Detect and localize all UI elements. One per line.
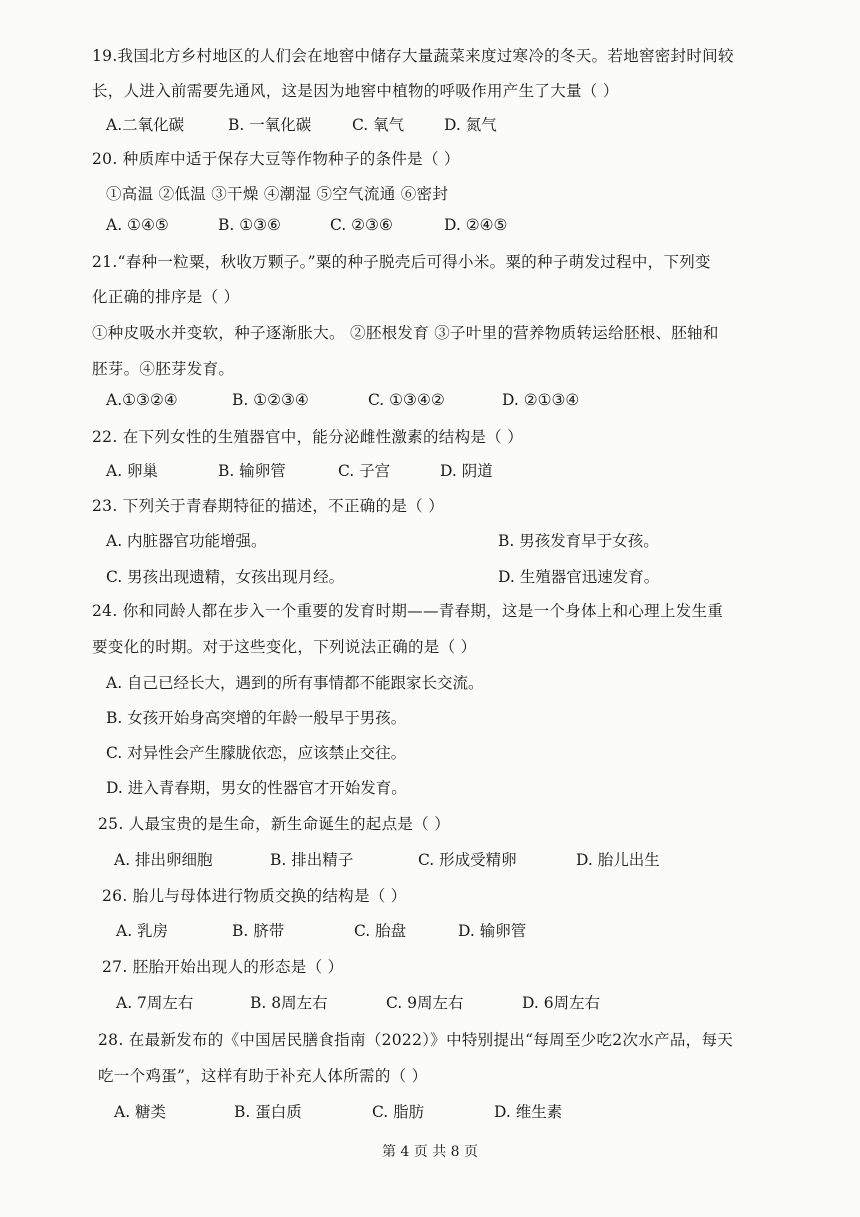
- question-20-option-a: A. ①④⑤: [106, 216, 169, 234]
- question-21-option-a: A.①③②④: [106, 391, 178, 409]
- question-21-stem-line-2: 化正确的排序是（ ）: [92, 288, 240, 306]
- question-26-option-a: A. 乳房: [116, 922, 169, 940]
- question-22-option-c: C. 子宫: [338, 462, 391, 480]
- question-23-option-c: C. 男孩出现遗精，女孩出现月经。: [106, 568, 345, 586]
- question-19-option-c: C. 氧气: [352, 116, 405, 134]
- question-21-option-d: D. ②①③④: [502, 391, 580, 409]
- question-24-stem-line-2: 要变化的时期。对于这些变化，下列说法正确的是（ ）: [92, 638, 477, 656]
- question-28-stem-line-2: 吃一个鸡蛋”，这样有助于补充人体所需的（ ）: [98, 1067, 428, 1085]
- question-22-option-a: A. 卵巢: [106, 462, 159, 480]
- question-24-option-c: C. 对异性会产生朦胧依恋，应该禁止交往。: [106, 744, 407, 762]
- question-20-stem-line-1: 20. 种质库中适于保存大豆等作物种子的条件是（ ）: [92, 150, 460, 168]
- question-27-option-b: B. 8周左右: [250, 994, 328, 1012]
- question-24-option-d: D. 进入青春期，男女的性器官才开始发育。: [106, 779, 407, 797]
- question-22-stem: 22. 在下列女性的生殖器官中，能分泌雌性激素的结构是（ ）: [92, 428, 524, 446]
- question-21-stem-line-1: 21.“春种一粒粟，秋收万颗子。”粟的种子脱壳后可得小米。粟的种子萌发过程中，下列变: [92, 253, 711, 271]
- question-28-option-b: B. 蛋白质: [234, 1103, 302, 1121]
- question-22-option-b: B. 输卵管: [218, 462, 286, 480]
- question-20-option-d: D. ②④⑤: [444, 216, 508, 234]
- question-19-option-a: A.二氧化碳: [106, 116, 185, 134]
- question-19-stem-line-2: 长，人进入前需要先通风，这是因为地窖中植物的呼吸作用产生了大量（ ）: [92, 82, 619, 100]
- question-23-option-b: B. 男孩发育早于女孩。: [498, 532, 659, 550]
- question-27-option-c: C. 9周左右: [386, 994, 464, 1012]
- question-21-option-b: B. ①②③④: [232, 391, 309, 409]
- question-23-stem: 23. 下列关于青春期特征的描述，不正确的是（ ）: [92, 497, 445, 515]
- question-25-option-b: B. 排出精子: [270, 851, 354, 869]
- question-26-option-b: B. 脐带: [232, 922, 285, 940]
- question-25-stem: 25. 人最宝贵的是生命，新生命诞生的起点是（ ）: [98, 815, 451, 833]
- question-27-option-d: D. 6周左右: [522, 994, 601, 1012]
- question-19-stem-line-1: 19.我国北方乡村地区的人们会在地窖中储存大量蔬菜来度过寒冷的冬天。若地窖密封时间较: [92, 47, 734, 65]
- question-19-option-b: B. 一氧化碳: [228, 116, 312, 134]
- question-22-option-d: D. 阴道: [440, 462, 493, 480]
- question-28-option-d: D. 维生素: [494, 1103, 563, 1121]
- question-26-option-d: D. 输卵管: [458, 922, 527, 940]
- question-20-option-c: C. ②③⑥: [330, 216, 393, 234]
- question-21-stem-line-3: ①种皮吸水并变软，种子逐渐胀大。 ②胚根发育 ③子叶里的营养物质转运给胚根、胚轴和: [92, 324, 719, 342]
- question-26-stem: 26. 胎儿与母体进行物质交换的结构是（ ）: [102, 887, 407, 905]
- question-27-option-a: A. 7周左右: [116, 994, 194, 1012]
- question-24-option-a: A. 自己已经长大，遇到的所有事情都不能跟家长交流。: [106, 674, 484, 692]
- question-19-option-d: D. 氮气: [444, 116, 497, 134]
- question-28-option-a: A. 糖类: [114, 1103, 167, 1121]
- page-footer: 第 4 页 共 8 页: [381, 1144, 479, 1160]
- question-20-option-b: B. ①③⑥: [218, 216, 281, 234]
- question-25-option-d: D. 胎儿出生: [576, 851, 660, 869]
- question-27-stem: 27. 胚胎开始出现人的形态是（ ）: [102, 958, 344, 976]
- question-23-option-d: D. 生殖器官迅速发育。: [498, 568, 660, 586]
- question-28-stem-line-1: 28. 在最新发布的《中国居民膳食指南（2022）》中特别提出“每周至少吃2次水产品，每天: [98, 1031, 734, 1049]
- question-24-option-b: B. 女孩开始身高突增的年龄一般早于男孩。: [106, 709, 407, 727]
- question-23-option-a: A. 内脏器官功能增强。: [106, 532, 267, 550]
- question-20-stem-line-2: ①高温 ②低温 ③干燥 ④潮湿 ⑤空气流通 ⑥密封: [106, 185, 449, 203]
- question-25-option-a: A. 排出卵细胞: [114, 851, 213, 869]
- question-24-stem-line-1: 24. 你和同龄人都在步入一个重要的发育时期——青春期，这是一个身体上和心理上发生重: [92, 602, 724, 620]
- question-26-option-c: C. 胎盘: [354, 922, 407, 940]
- question-21-option-c: C. ①③④②: [368, 391, 445, 409]
- question-21-stem-line-4: 胚芽。④胚芽发育。: [92, 360, 235, 378]
- question-28-option-c: C. 脂肪: [372, 1103, 425, 1121]
- question-25-option-c: C. 形成受精卵: [418, 851, 517, 869]
